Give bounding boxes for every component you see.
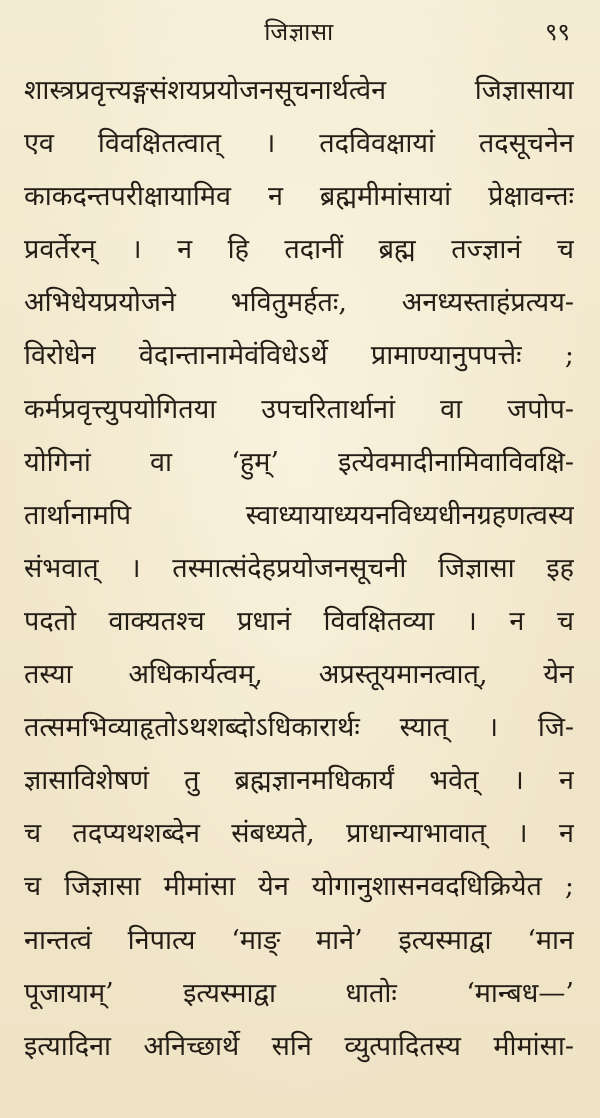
running-title: जिज्ञासा (264, 18, 334, 46)
page-number: ९९ (545, 18, 570, 46)
text-line: योगिनां वा ‘हुम्’ इत्येवमादीनामिवाविवक्षि- (24, 446, 574, 478)
text-line: च जिज्ञासा मीमांसा येन योगानुशासनवदधिक्रियेत ; (24, 871, 574, 903)
running-head (24, 0, 574, 64)
text-line: संभवात् । तस्मात्संदेहप्रयोजनसूचनी जिज्ञासा इह (24, 552, 574, 584)
text-line: एव विवक्षितत्वात् । तदविवक्षायां तदसूचनेन (24, 128, 574, 160)
text-line: नान्तत्वं निपात्य ‘माङ् माने’ इत्यस्माद्वा ‘मान (24, 924, 574, 956)
text-line: कर्मप्रवृत्त्युपयोगितया उपचरितार्थानां वा जपोप- (24, 393, 574, 425)
text-line: पूजायाम्’ इत्यस्माद्वा धातोः ‘मान्बध—’ (24, 977, 574, 1009)
text-line: अभिधेयप्रयोजने भवितुमर्हतः, अनध्यस्ताहंप्रत्यय- (24, 287, 574, 319)
text-line: तत्समभिव्याहृतोऽथशब्दोऽधिकारार्थः स्यात् । जि- (24, 712, 574, 744)
text-line: काकदन्तपरीक्षायामिव न ब्रह्ममीमांसायां प्रेक्षावन्तः (24, 181, 574, 213)
text-line: विरोधेन वेदान्तानामेवंविधेऽर्थे प्रामाण्यानुपपत्तेः ; (24, 340, 574, 372)
text-line: इत्यादिना अनिच्छार्थे सनि व्युत्पादितस्य मीमांसा- (24, 1030, 574, 1062)
text-line: च तदप्यथशब्देन संबध्यते, प्राधान्याभावात् । न (24, 818, 574, 850)
text-line: शास्त्रप्रवृत्त्यङ्गसंशयप्रयोजनसूचनार्थत्वेन जिज्ञासाया (24, 75, 574, 106)
body-text (24, 64, 574, 1073)
text-line: तार्थानामपि स्वाध्यायाध्ययनविध्यधीनग्रहणत्वस्य (24, 499, 574, 531)
text-line: पदतो वाक्यतश्च प्रधानं विवक्षितव्या । न च (24, 605, 574, 637)
text-line: प्रवर्तेरन् । न हि तदानीं ब्रह्म तज्ज्ञानं च (24, 234, 574, 266)
text-line: तस्या अधिकार्यत्वम्, अप्रस्तूयमानत्वात्, येन (24, 659, 574, 691)
text-line: ज्ञासाविशेषणं तु ब्रह्मज्ञानमधिकार्यं भवेत् । न (24, 765, 574, 797)
